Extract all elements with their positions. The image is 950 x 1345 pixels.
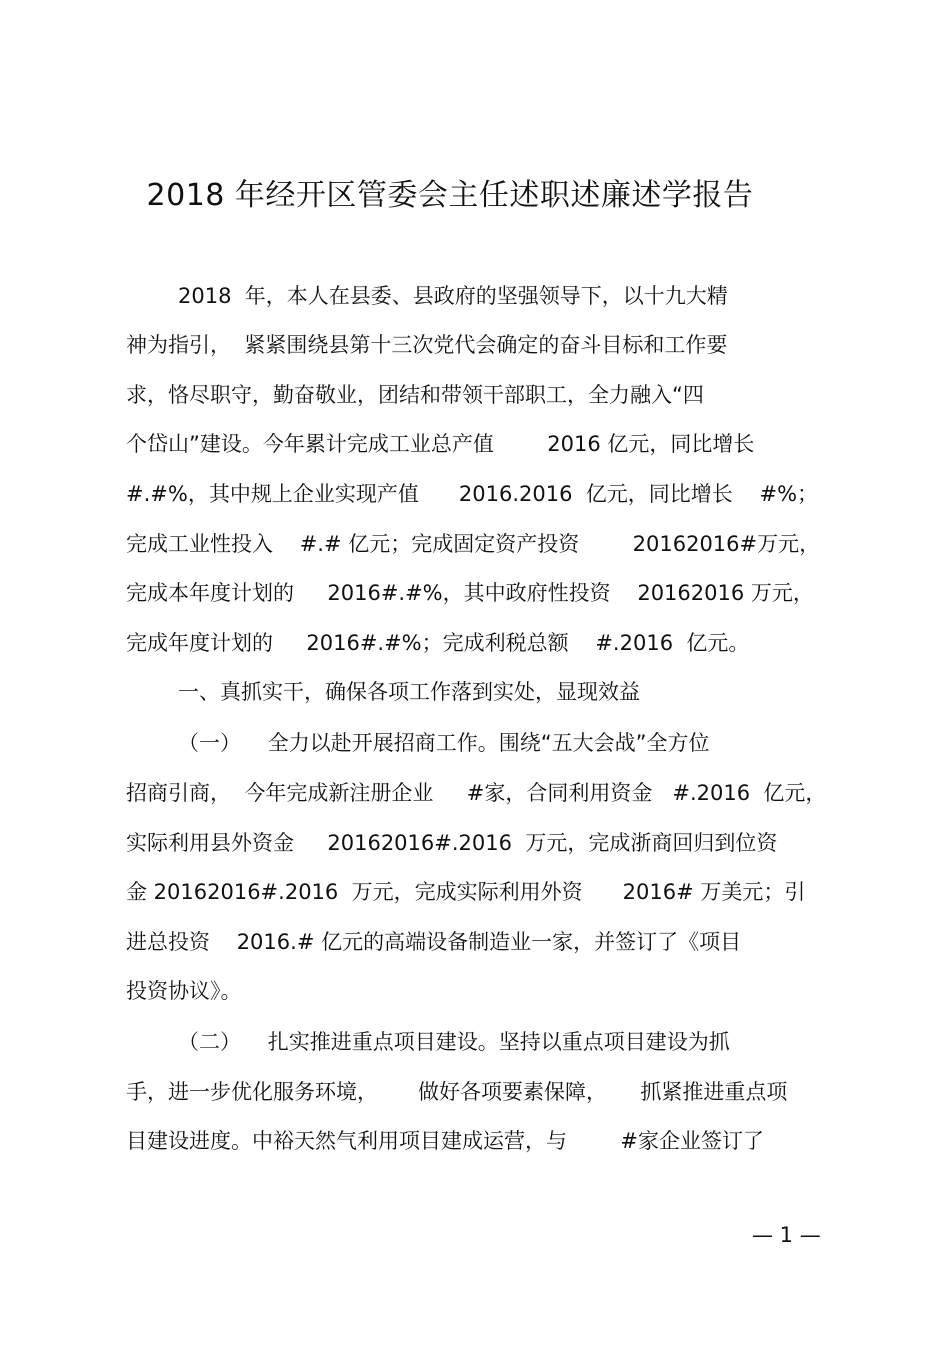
paragraph-line: 投资协议》。 [126,979,242,1003]
paragraph-line: 进总投资 2016.# 亿元的高端设备制造业一家，并签订了《项目 [126,930,742,954]
page-number: — 1 — [752,1223,821,1247]
paragraph-line: 金 20162016#.2016 万元，完成实际利用外资 2016# 万美元；引 [126,880,806,904]
paragraph-line: 求，恪尽职守，勤奋敬业，团结和带领干部职工，全力融入“四 [126,383,704,407]
paragraph-line: 完成年度计划的 2016#.#%；完成利税总额 #.2016 亿元。 [126,631,750,655]
paragraph-line: 神为指引， 紧紧围绕县第十三次党代会确定的奋斗目标和工作要 [126,333,728,357]
paragraph-line: 招商引商， 今年完成新注册企业 #家，合同利用资金 #.2016 亿元， [126,781,827,805]
document-title: 2018 年经开区管委会主任述职述廉述学报告 [146,178,754,213]
paragraph-line: 手，进一步优化服务环境， 做好各项要素保障， 抓紧推进重点项 [126,1080,788,1104]
paragraph-line: 2018 年，本人在县委、县政府的坚强领导下，以十九大精 [178,284,728,308]
subsection-heading: （二） 扎实推进重点项目建设。坚持以重点项目建设为抓 [178,1030,730,1054]
paragraph-line: 个岱山”建设。今年累计完成工业总产值 2016 亿元，同比增长 [126,432,755,456]
paragraph-line: 完成本年度计划的 2016#.#%，其中政府性投资 20162016 万元， [126,581,814,605]
paragraph-line: 实际利用县外资金 20162016#.2016 万元，完成浙商回归到位资 [126,831,778,855]
paragraph-line: 目建设进度。中裕天然气利用项目建成运营，与 #家企业签订了 [126,1129,764,1153]
subsection-heading: （一） 全力以赴开展招商工作。围绕“五大会战”全方位 [178,731,710,755]
paragraph-line: 完成工业性投入 #.# 亿元；完成固定资产投资 20162016#万元， [126,532,821,556]
section-heading: 一、真抓实干，确保各项工作落到实处，显现效益 [178,680,640,704]
paragraph-line: #.#%，其中规上企业实现产值 2016.2016 亿元，同比增长 #%； [126,482,819,506]
